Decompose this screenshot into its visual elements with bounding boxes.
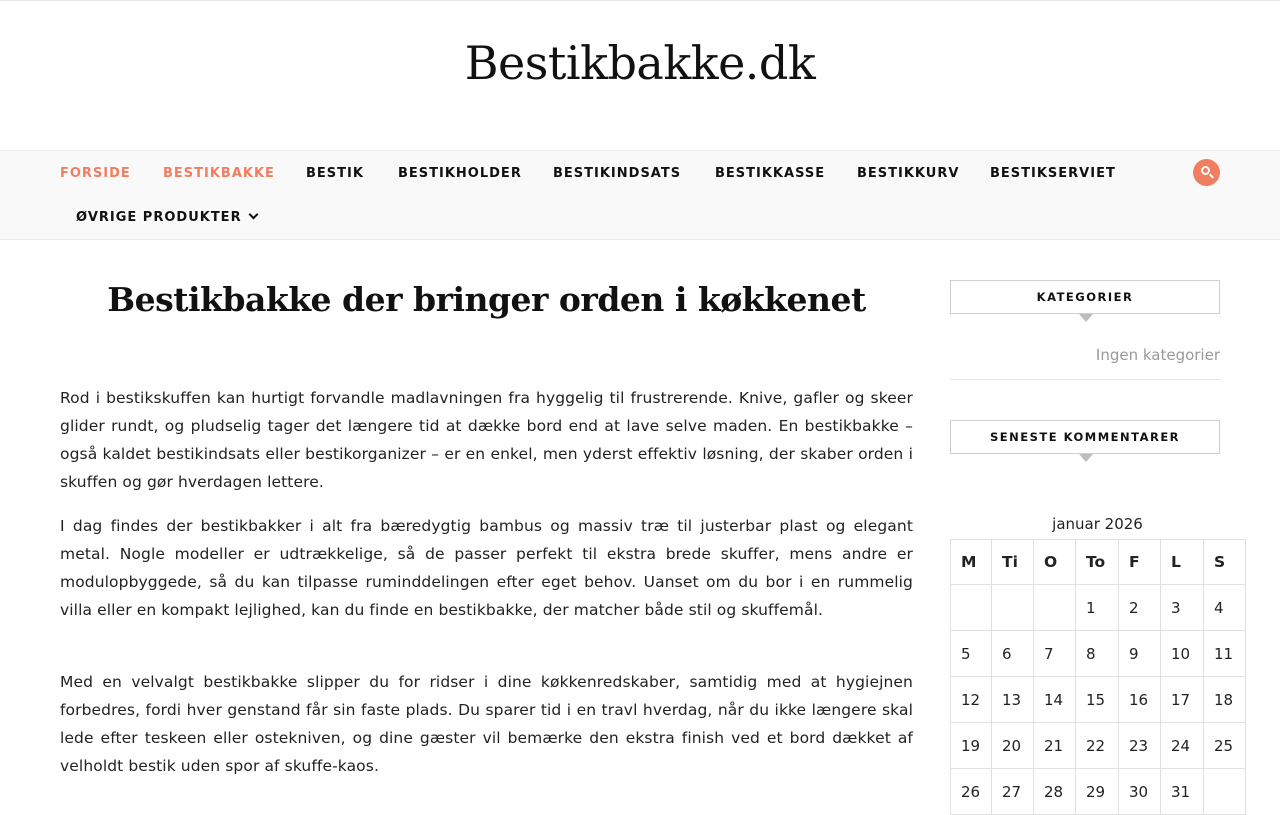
calendar-day: 20 [992,723,1034,769]
calendar-table [950,539,1246,815]
top-border [0,0,1280,1]
nav-item-forside[interactable]: FORSIDE [60,166,131,181]
calendar-day: 14 [1034,677,1076,723]
nav-item-ovrige-produkter[interactable] [76,210,257,225]
categories-widget-heading [950,280,1220,314]
calendar-day: 26 [951,769,992,815]
weekday-header: To [1076,540,1119,585]
weekday-header: M [951,540,992,585]
calendar-week-row [951,677,1246,723]
categories-heading-label: KATEGORIER [1036,290,1134,304]
weekday-header: F [1119,540,1161,585]
comments-widget-heading [950,420,1220,454]
calendar-day: 17 [1161,677,1204,723]
nav-item-bestikkurv[interactable]: BESTIKKURV [857,166,960,181]
post-title: Bestikbakke der bringer orden i køkkenet [107,280,866,319]
calendar-day: 30 [1119,769,1161,815]
calendar-widget [950,539,1234,801]
calendar-day: 24 [1161,723,1204,769]
nav-item-bestikindsats[interactable]: BESTIKINDSATS [553,166,682,181]
calendar-day: 6 [992,631,1034,677]
calendar-day [1204,769,1246,815]
calendar-day: 9 [1119,631,1161,677]
calendar-week-row [951,769,1246,815]
calendar-day: 4 [1204,585,1246,631]
post-paragraph-2: I dag findes der bestikbakker i alt fra bæredygtig bambus og massiv træ til justerbar plast og elegant metal. Nogle modeller er udtrækkelige, så de passer perfekt til ekstra brede skuffer, mens andre er modulopbyggede, så du kan tilpasse ruminddelingen efter eget behov. Uanset om du bor i en rummelig villa eller en kompakt lejlighed, kan du finde en bestikbakke, der matcher både stil og skuffemål. [60,517,913,619]
nav-item-bestikbakke[interactable]: BESTIKBAKKE [163,166,275,181]
calendar-day: 31 [1161,769,1204,815]
nav-item-ovrige-label: ØVRIGE PRODUKTER [76,210,242,225]
nav-item-bestik[interactable]: BESTIK [306,166,364,181]
nav-item-bestikserviet[interactable]: BESTIKSERVIET [990,166,1116,181]
comments-heading-label: SENESTE KOMMENTARER [989,430,1181,444]
calendar-day: 10 [1161,631,1204,677]
calendar-day: 5 [951,631,992,677]
calendar-day: 27 [992,769,1034,815]
calendar-day: 28 [1034,769,1076,815]
calendar-week-row [951,723,1246,769]
calendar-weekday-row [951,540,1246,585]
calendar-day: 13 [992,677,1034,723]
heading-pointer-icon [1079,454,1093,462]
heading-pointer-icon [1079,314,1093,322]
calendar-day: 18 [1204,677,1246,723]
calendar-day: 29 [1076,769,1119,815]
weekday-header: O [1034,540,1076,585]
calendar-day [1034,585,1076,631]
calendar-day: 21 [1034,723,1076,769]
nav-item-bestikkasse[interactable]: BESTIKKASSE [715,166,826,181]
post-paragraph-1: Rod i bestikskuffen kan hurtigt forvandle madlavningen fra hyggelig til frustrerende. Knive, gafler og skeer glider rundt, og pludselig tager det længere tid at dække bord end at lave selve maden. En bestikbakke – også kaldet bestikindsats eller bestikorganizer – er en enkel, men yderst effektiv løsning, der skaber orden i skuffen og gør hverdagen lettere. [60,389,913,491]
site-title[interactable]: Bestikbakke.dk [464,36,816,90]
calendar-caption: januar 2026 [1052,515,1143,533]
calendar-day: 16 [1119,677,1161,723]
calendar-day [992,585,1034,631]
search-button[interactable] [1193,159,1220,186]
calendar-week-row [951,631,1246,677]
calendar-day: 23 [1119,723,1161,769]
calendar-day: 12 [951,677,992,723]
calendar-day: 11 [1204,631,1246,677]
calendar-day: 22 [1076,723,1119,769]
weekday-header: L [1161,540,1204,585]
post-paragraph-3: Med en velvalgt bestikbakke slipper du for ridser i dine køkkenredskaber, samtidig med at hygiejnen forbedres, fordi hver genstand får sin faste plads. Du sparer tid i en travl hverdag, når du ikke længere skal lede efter teskeen eller ostekniven, og dine gæster vil bemærke den ekstra finish ved et bord dækket af velholdt bestik uden spor af skuffe-kaos. [60,673,913,775]
calendar-day: 7 [1034,631,1076,677]
categories-empty-text: Ingen kategorier [1095,346,1220,364]
weekday-header: S [1204,540,1246,585]
calendar-day: 8 [1076,631,1119,677]
calendar-day: 15 [1076,677,1119,723]
calendar-day: 25 [1204,723,1246,769]
chevron-down-icon [248,210,258,220]
main-navigation [0,150,1280,240]
calendar-week-row [951,585,1246,631]
calendar-day: 3 [1161,585,1204,631]
nav-item-bestikholder[interactable]: BESTIKHOLDER [398,166,522,181]
calendar-day: 2 [1119,585,1161,631]
calendar-day: 1 [1076,585,1119,631]
calendar-day [951,585,992,631]
calendar-day: 19 [951,723,992,769]
weekday-header: Ti [992,540,1034,585]
divider [950,379,1220,380]
